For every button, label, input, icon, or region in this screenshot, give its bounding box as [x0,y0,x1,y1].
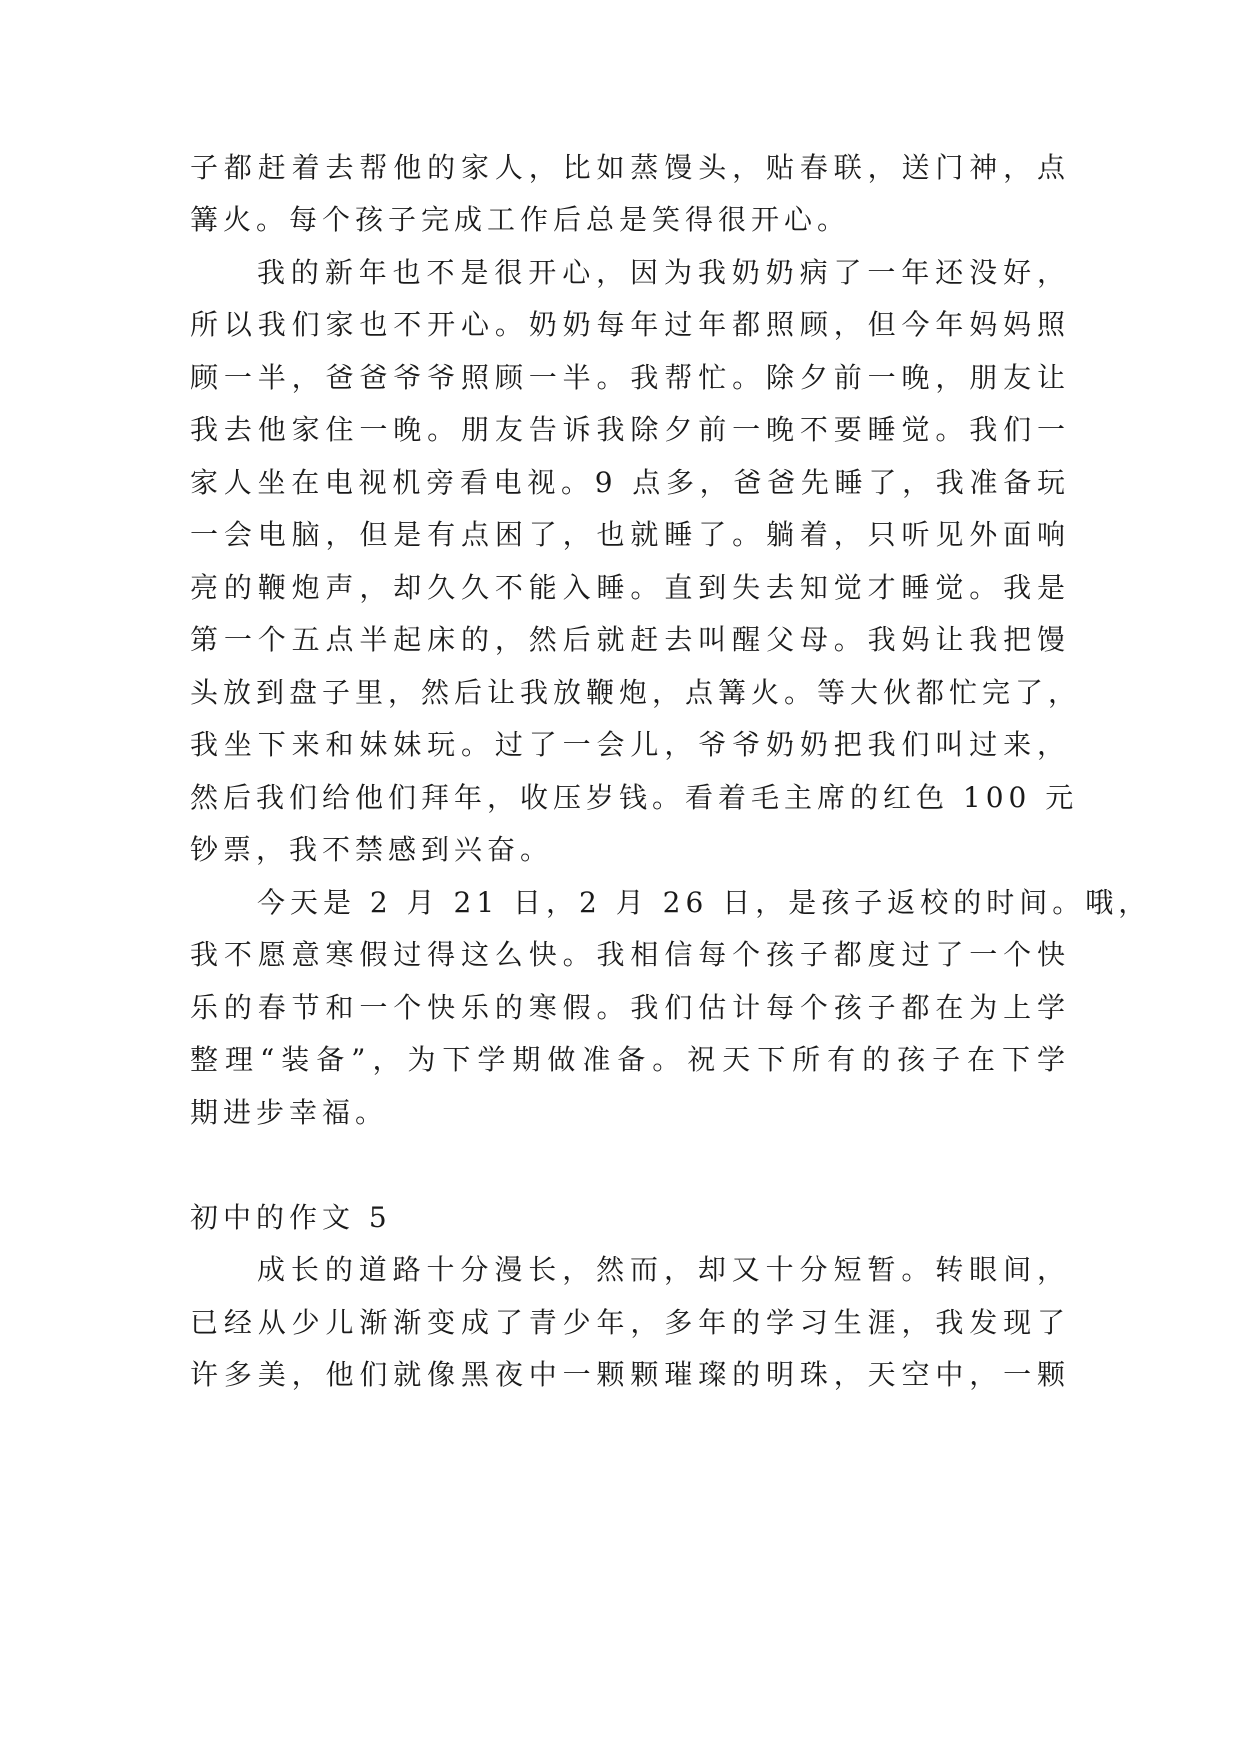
text-line: 许多美，他们就像黑夜中一颗颗璀璨的明珠，天空中，一颗 [190,1358,1070,1391]
text-line: 我去他家住一晚。朋友告诉我除夕前一晚不要睡觉。我们一 [190,413,1070,446]
text-line: 钞票，我不禁感到兴奋。 [190,833,554,866]
text-line: 家人坐在电视机旁看电视。9 点多，爸爸先睡了，我准备玩 [190,466,1070,499]
text-line: 子都赶着去帮他的家人，比如蒸馒头，贴春联，送门神，点 [190,151,1070,184]
text-line: 所以我们家也不开心。奶奶每年过年都照顾，但今年妈妈照 [190,308,1070,341]
section-heading: 初中的作文 5 [190,1201,392,1234]
text-line: 乐的春节和一个快乐的寒假。我们估计每个孩子都在为上学 [190,991,1070,1024]
text-line: 期进步幸福。 [190,1096,389,1129]
text-line: 第一个五点半起床的，然后就赶去叫醒父母。我妈让我把馒 [190,623,1070,656]
text-line: 我不愿意寒假过得这么快。我相信每个孩子都度过了一个快 [190,938,1070,971]
text-line: 我坐下来和妹妹玩。过了一会儿，爷爷奶奶把我们叫过来， [190,728,1070,761]
paragraph-first-line: 成长的道路十分漫长，然而，却又十分短暂。转眼间， [257,1253,1070,1286]
paragraph-first-line: 今天是 2 月 21 日，2 月 26 日，是孩子返校的时间。哦， [257,886,1152,919]
text-line: 一会电脑，但是有点困了，也就睡了。躺着，只听见外面响 [190,518,1070,551]
text-line: 已经从少儿渐渐变成了青少年，多年的学习生涯，我发现了 [190,1306,1070,1339]
text-line: 然后我们给他们拜年，收压岁钱。看着毛主席的红色 100 元 [190,781,1079,814]
paragraph-first-line: 我的新年也不是很开心，因为我奶奶病了一年还没好， [257,256,1070,289]
text-line: 整理“装备”，为下学期做准备。祝天下所有的孩子在下学 [190,1043,1070,1076]
text-line: 顾一半，爸爸爷爷照顾一半。我帮忙。除夕前一晚，朋友让 [190,361,1070,394]
text-line: 头放到盘子里，然后让我放鞭炮，点篝火。等大伙都忙完了， [190,676,1082,709]
text-line: 篝火。每个孩子完成工作后总是笑得很开心。 [190,203,851,236]
text-line: 亮的鞭炮声，却久久不能入睡。直到失去知觉才睡觉。我是 [190,571,1070,604]
